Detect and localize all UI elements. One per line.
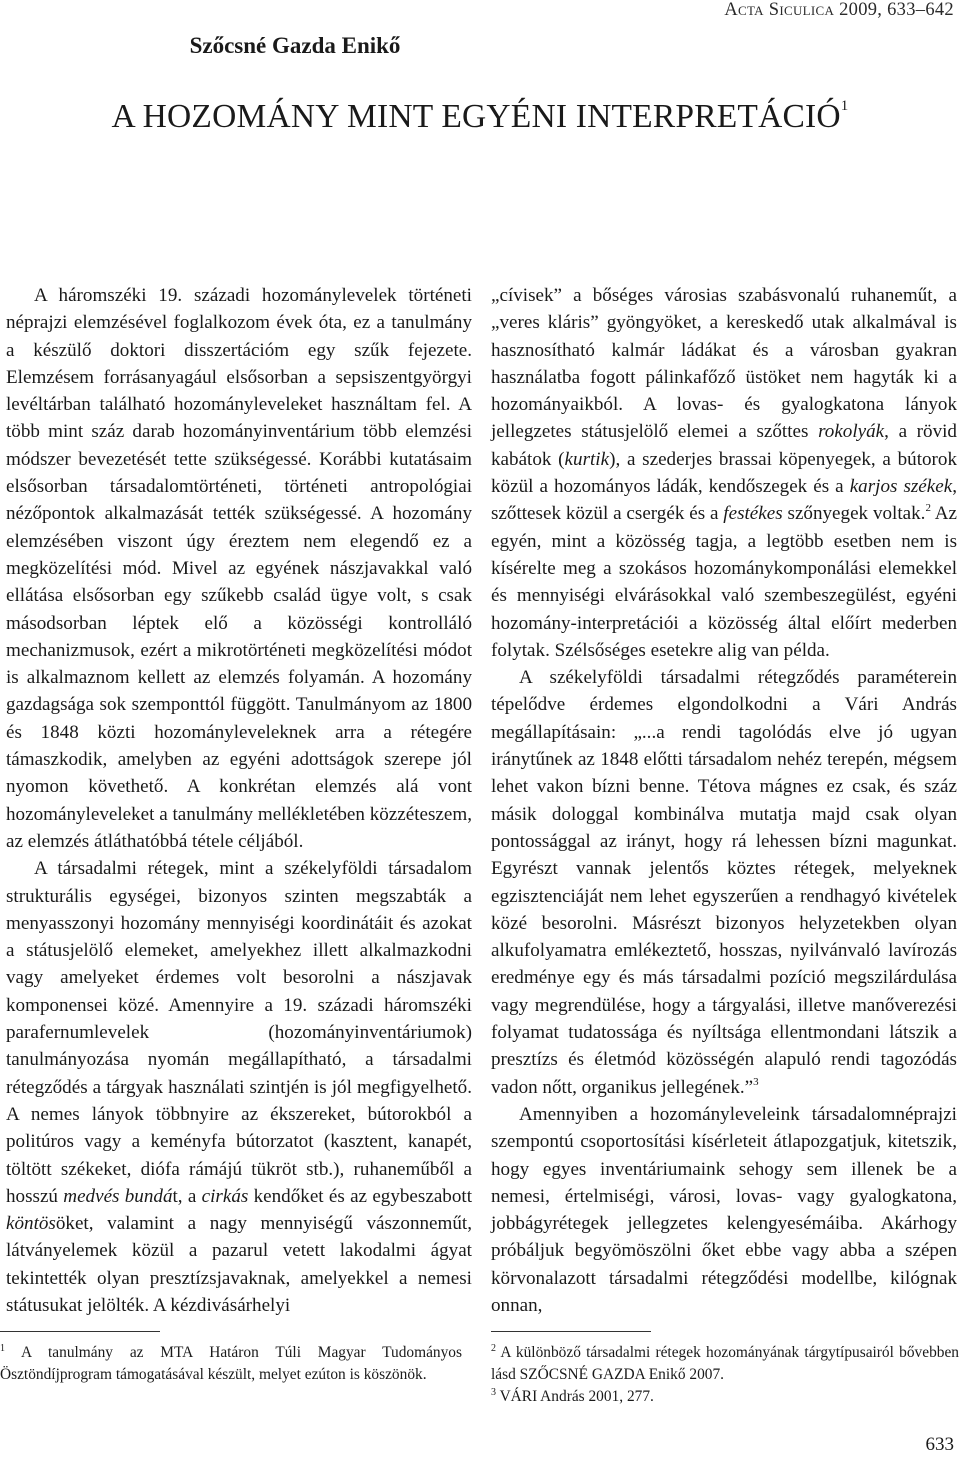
left-p2-italic-2: cirkás [201,1185,249,1207]
left-paragraph-2 [6,855,472,1319]
article-title-text: A HOZOMÁNY MINT EGYÉNI INTERPRETÁCIÓ [111,98,841,135]
left-p1-text: A háromszéki 19. századi hozománylevelek történeti néprajzi elemzésével foglalkozom évek óta, ez a tanulmány a készülő doktori disszertációm egy szűk fejezete. Elemzésem forrásanyagául elsősorban a sepsiszentgyörgyi levéltárban található hozományleveleket használtam fel. A több mint száz darab hozományinventárium több elemzési módszer bevezetését tette szükségessé. Korábbi kutatásaim elsősorban társadalomtörténeti, történeti antropológiai nézőpontok alkalmazását tették szükségessé. A hozomány elemzésében viszont úgy éreztem nem elegendő ez a megközelítési mód. Mivel az egyének nászjavakkal való ellátása elsősorban egy szűkebb család ügye volt, s csak másodsorban léptek elő a közösségi kontrolláló mechanizmusok, ezért a mikrotörténeti megközelítési módot is alkalmaznom kellett az elemzés folyamán. A hozomány gazdagsága sok szemponttól függött. Tanulmányom az 1800 és 1848 közti hozományleveleknek arra a rétegére támaszkodik, amelyben az egyéni adottságok szerepe jól nyomon követhető. A konkrétan elemzés alá vont hozományleveleket a tanulmány mellékletében közzéteszem, az elemzés átláthatóbbá tétele céljából. [6,285,472,852]
footnote-mark-2: 2 [925,502,931,515]
footnote-2-text: A különböző társadalmi rétegek hozományának tárgytípusairól bővebben lásd SZŐCSNÉ GAZDA Enikő 2007. [491,1344,959,1383]
footnote-3-text: VÁRI András 2001, 277. [496,1388,654,1405]
footnotes-right [491,1342,959,1408]
right-p3-text: Amennyiben a hozományleveleink társadalomnéprajzi szempontú csoportosítási kísérleteit átlapozgatjuk, kitetszik, hogy egyes inventáriumaink sehogy sem illenek be a nemesi, értelmiségi, városi, lovas- vagy gyalogkatona, jobbágyrétegek jellegzetes kelengyesémáiba. Akárhogy próbáljuk begyömöszölni őket ebbe vagy abba a szépen körvonalazott társadalmi rétegződési modellbe, kilógnak onnan, [491,1103,957,1316]
footnote-mark-3: 3 [753,1075,759,1088]
right-paragraph-3 [491,1101,957,1319]
right-p1-italic-3: karjos székek [849,476,953,498]
right-p1-text-b: , a rövid kabátok ( [491,421,957,470]
running-head: Acta Siculica 2009, 633–642 [724,0,954,20]
footnote-1-mark: 1 [0,1343,5,1354]
article-title [0,98,960,136]
left-p2-italic-1: medvés bundá [63,1185,173,1207]
right-p1-text-e: szőnyegek voltak. [782,503,926,525]
footnote-rule-left [0,1331,160,1332]
left-p2-text-c: kendőket és az egybeszabott [248,1185,472,1207]
right-column [491,282,957,1319]
title-footnote-mark: 1 [840,98,849,114]
right-paragraph-2 [491,664,957,1101]
left-p2-text-d: öket, valamint a nagy mennyiségű vászonneműt, látványelemek közül a pazarul vetett lakodalmi ágyat tekintették olyan presztízsjavaknak, amelyekkel a nemesi státusukat jelölték. A kézdivásárhelyi [6,1213,472,1316]
right-p2-text: A székelyföldi társadalmi rétegződés paraméterein tépelődve érdemes elgondolkodni a Vári András megállapításain: „...a rendi tagolódás elve jó ugyan iránytűnek az 1848 előtti társadalom nehéz terepén, mégsem lehet vakon bízni benne. Tétova mágnes ez csak, és száz másik dologgal kombinálva mutatja majd csak olyan pontossággal az irányt, hogy rá lehessen bízni magunkat. Egyrészt vannak jelentős köztes rétegek, melyeknek egzisztenciáját nem lehet egyszerűen a rendhagyó kivételek közé besorolni. Másrészt bizonyos helyzetekben olyan alkufolyamatra emlékeztető, hosszas, nyilvánvaló lavírozás eredménye egy és más társadalmi pozíció megszilárdulása vagy megrendülése, hogy a tárgyalási, illetve manőverezési folyamat tudatossága és nyíltsága ellentmondani látszik a presztízs és életmód közösségén alapuló rendi tagozódás vadon nőtt, organikus jellegének.” [491,667,957,1098]
footnote-3 [491,1386,959,1408]
left-column [6,282,472,1319]
footnote-1 [0,1342,462,1386]
left-p2-text-b: t, a [172,1185,202,1207]
left-p2-italic-3: köntös [6,1213,56,1235]
footnote-rule-right [491,1331,651,1332]
right-p1-text-c: ), a szederjes brassai köpenyegek, a bútorok közül a hozományos ládák, kendőszegek és a [491,448,958,498]
right-p1-text-d: , szőttesek közül a csergék és a [491,476,957,525]
author-name: Szőcsné Gazda Enikő [189,33,401,58]
footnotes-left [0,1342,462,1386]
right-p1-italic-4: festékes [723,503,783,525]
left-paragraph-1 [6,282,472,855]
footnote-2-mark: 2 [491,1343,496,1354]
footnote-1-text: A tanulmány az MTA Határon Túli Magyar Tudományos Ösztöndíjprogram támogatásával készült, melyet ezúton is köszönök. [0,1344,462,1383]
right-p1-text-f: Az egyén, mint a közösség tagja, a legtöbb esetben nem is kísérelte meg a szokásos hozománykomponálási elemekkel és mennyiségi elvárásokkal való szembeszegülést, egyéni hozomány-interpretációi a közösség által előírt mederben folytak. Szélsőséges esetekre alig van példa. [491,503,958,661]
right-paragraph-1 [491,282,957,664]
page-number: 633 [925,1434,954,1455]
right-p1-italic-2: kurtik [564,448,610,470]
right-p1-italic-1: rokolyák [818,421,885,443]
footnote-3-mark: 3 [491,1387,496,1398]
left-p2-text-a: A társadalmi rétegek, mint a székelyföldi társadalom strukturális egységei, bizonyos szinten megszabták a menyasszonyi hozomány mennyiségi koordinátáit és azokat a státusjelölő elemeket, amelyekhez illett alkalmazkodni vagy amelyeket érdemes volt besorolni a nászjavak komponensei közé. Amennyire a 19. századi háromszéki parafernumlevelek (hozományinventáriumok) tanulmányozása nyomán megállapítható, a társadalmi rétegződés a tárgyak használati szintjén is jól megfigyelhető. A nemes lányok többnyire az ékszereket, bútorokból a politúros vagy a keményfa bútorzatot (kasztent, kanapét, töltött székeket, diófa rámájú tükröt stb.), ruhaneműből a hosszú [6,858,472,1207]
footnote-2 [491,1342,959,1386]
right-p1-text-a: „cívisek” a bőséges városias szabásvonalú ruhaneműt, a „veres kláris” gyöngyöket, a kereskedő utak alkalmával is hasznosítható kalmár ládákat és a városban gyakran használatba fogott pálinkafőző üstöket nem hagyták ki a hozományaikból. A lovas- és gyalogkatona lányok jellegzetes státusjelölő elemei a szőttes [491,285,957,443]
